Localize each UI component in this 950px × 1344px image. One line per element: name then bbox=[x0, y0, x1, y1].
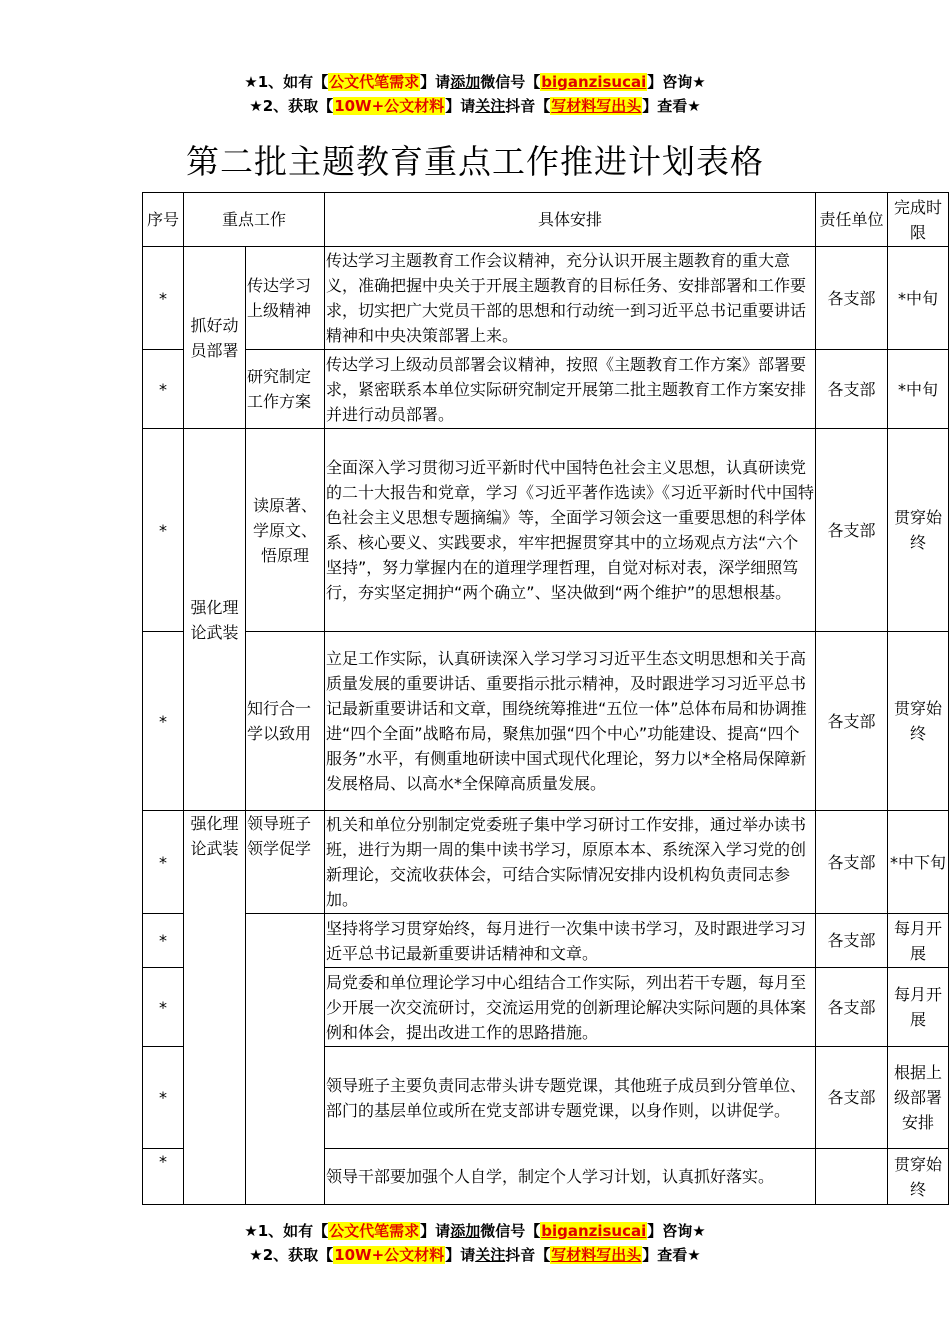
time-cell: 每月开展 bbox=[888, 914, 949, 968]
sub-task: 知行合一学以致用 bbox=[246, 632, 325, 811]
row-num: * bbox=[143, 1149, 184, 1205]
sub-task: 研究制定工作方案 bbox=[246, 350, 325, 429]
sub-task-empty bbox=[246, 914, 325, 1205]
document-title: 第二批主题教育重点工作推进计划表格 bbox=[186, 142, 764, 181]
unit-cell: 各支部 bbox=[816, 350, 888, 429]
sub-task: 读原著、学原文、悟原理 bbox=[246, 429, 325, 632]
table-row bbox=[143, 247, 949, 350]
row-num: * bbox=[143, 247, 184, 350]
time-cell: *中下旬 bbox=[888, 811, 949, 914]
header-unit: 责任单位 bbox=[816, 193, 888, 247]
unit-cell: 各支部 bbox=[816, 811, 888, 914]
time-cell: *中旬 bbox=[888, 350, 949, 429]
detail-cell: 坚持将学习贯穿始终，每月进行一次集中读书学习，及时跟进学习习近平总书记最新重要讲话精神和文章。 bbox=[325, 914, 816, 968]
time-cell: 贯穿始终 bbox=[888, 1149, 949, 1205]
time-cell: 每月开展 bbox=[888, 968, 949, 1047]
header-num: 序号 bbox=[143, 193, 184, 247]
table-row bbox=[143, 914, 949, 968]
plan-table bbox=[142, 192, 949, 1205]
promo-line-1-footer: ★1、如有【公文代笔需求】请添加微信号【biganzisucai】咨询★ bbox=[244, 1222, 706, 1240]
unit-cell: 各支部 bbox=[816, 632, 888, 811]
sub-task: 传达学习上级精神 bbox=[246, 247, 325, 350]
header-time: 完成时限 bbox=[888, 193, 949, 247]
row-num: * bbox=[143, 914, 184, 968]
time-cell: 贯穿始终 bbox=[888, 429, 949, 632]
row-num: * bbox=[143, 350, 184, 429]
unit-cell: 各支部 bbox=[816, 968, 888, 1047]
header-detail: 具体安排 bbox=[325, 193, 816, 247]
promo-line-1: ★1、如有【公文代笔需求】请添加微信号【biganzisucai】咨询★ bbox=[244, 73, 706, 91]
detail-cell: 立足工作实际，认真研读深入学习学习习近平生态文明思想和关于高质量发展的重要讲话、重要指示批示精神，及时跟进学习习近平总书记最新重要讲话和文章，围绕统筹推进“五位一体”总体布局和协调推进“四个全面”战略布局，聚焦加强“四个中心”功能建设、提高“四个服务”水平，有侧重地研读中国式现代化理论，努力以*全格局保障新发展格局、以高水*全保障高质量发展。 bbox=[325, 632, 816, 811]
detail-cell: 领导班子主要负责同志带头讲专题党课，其他班子成员到分管单位、部门的基层单位或所在党支部讲专题党课，以身作则，以讲促学。 bbox=[325, 1047, 816, 1149]
detail-cell: 全面深入学习贯彻习近平新时代中国特色社会主义思想，认真研读党的二十大报告和党章，学习《习近平著作选读》《习近平新时代中国特色社会主义思想专题摘编》等，全面学习领会这一重要思想的科学体系、核心要义、实践要求，牢牢把握贯穿其中的立场观点方法“六个坚持”，努力掌握内在的道理学理哲理，自觉对标对表，深学细照笃行，夯实坚定拥护“两个确立”、坚决做到“两个维护”的思想根基。 bbox=[325, 429, 816, 632]
table-row bbox=[143, 632, 949, 811]
table-header-row bbox=[143, 193, 949, 247]
detail-cell: 传达学习上级动员部署会议精神，按照《主题教育工作方案》部署要求，紧密联系本单位实际研究制定开展第二批主题教育工作方案安排并进行动员部署。 bbox=[325, 350, 816, 429]
detail-cell: 机关和单位分别制定党委班子集中学习研讨工作安排，通过举办读书班，进行为期一周的集中读书学习，原原本本、系统深入学习党的创新理论，交流收获体会，可结合实际情况安排内设机构负责同志参加。 bbox=[325, 811, 816, 914]
sub-task: 领导班子领学促学 bbox=[246, 811, 325, 914]
row-num: * bbox=[143, 811, 184, 914]
unit-cell: 各支部 bbox=[816, 429, 888, 632]
unit-cell: 各支部 bbox=[816, 914, 888, 968]
table-row bbox=[143, 811, 949, 914]
promo-line-2-footer: ★2、获取【10W+公文材料】请关注抖音【写材料写出头】查看★ bbox=[249, 1246, 701, 1264]
unit-cell: 各支部 bbox=[816, 1047, 888, 1149]
detail-cell: 传达学习主题教育工作会议精神，充分认识开展主题教育的重大意义，准确把握中央关于开展主题教育的目标任务、安排部署和工作要求，切实把广大党员干部的思想和行动统一到习近平总书记重要讲话精神和中央决策部署上来。 bbox=[325, 247, 816, 350]
row-num: * bbox=[143, 968, 184, 1047]
table-row bbox=[143, 350, 949, 429]
detail-cell: 局党委和单位理论学习中心组结合工作实际，列出若干专题，每月至少开展一次交流研讨，交流运用党的创新理论解决实际问题的具体案例和体会，提出改进工作的思路措施。 bbox=[325, 968, 816, 1047]
unit-cell bbox=[816, 1149, 888, 1205]
time-cell: 根据上级部署安排 bbox=[888, 1047, 949, 1149]
detail-cell: 领导干部要加强个人自学，制定个人学习计划，认真抓好落实。 bbox=[325, 1149, 816, 1205]
row-num: * bbox=[143, 429, 184, 632]
header-key-work: 重点工作 bbox=[184, 193, 325, 247]
group-label: 强化理论武装 bbox=[184, 811, 246, 1205]
group-label: 抓好动员部署 bbox=[184, 247, 246, 429]
unit-cell: 各支部 bbox=[816, 247, 888, 350]
time-cell: 贯穿始终 bbox=[888, 632, 949, 811]
row-num: * bbox=[143, 1047, 184, 1149]
time-cell: *中旬 bbox=[888, 247, 949, 350]
promo-line-2: ★2、获取【10W+公文材料】请关注抖音【写材料写出头】查看★ bbox=[249, 97, 701, 115]
row-num: * bbox=[143, 632, 184, 811]
table-row bbox=[143, 429, 949, 632]
group-label: 强化理论武装 bbox=[184, 429, 246, 811]
